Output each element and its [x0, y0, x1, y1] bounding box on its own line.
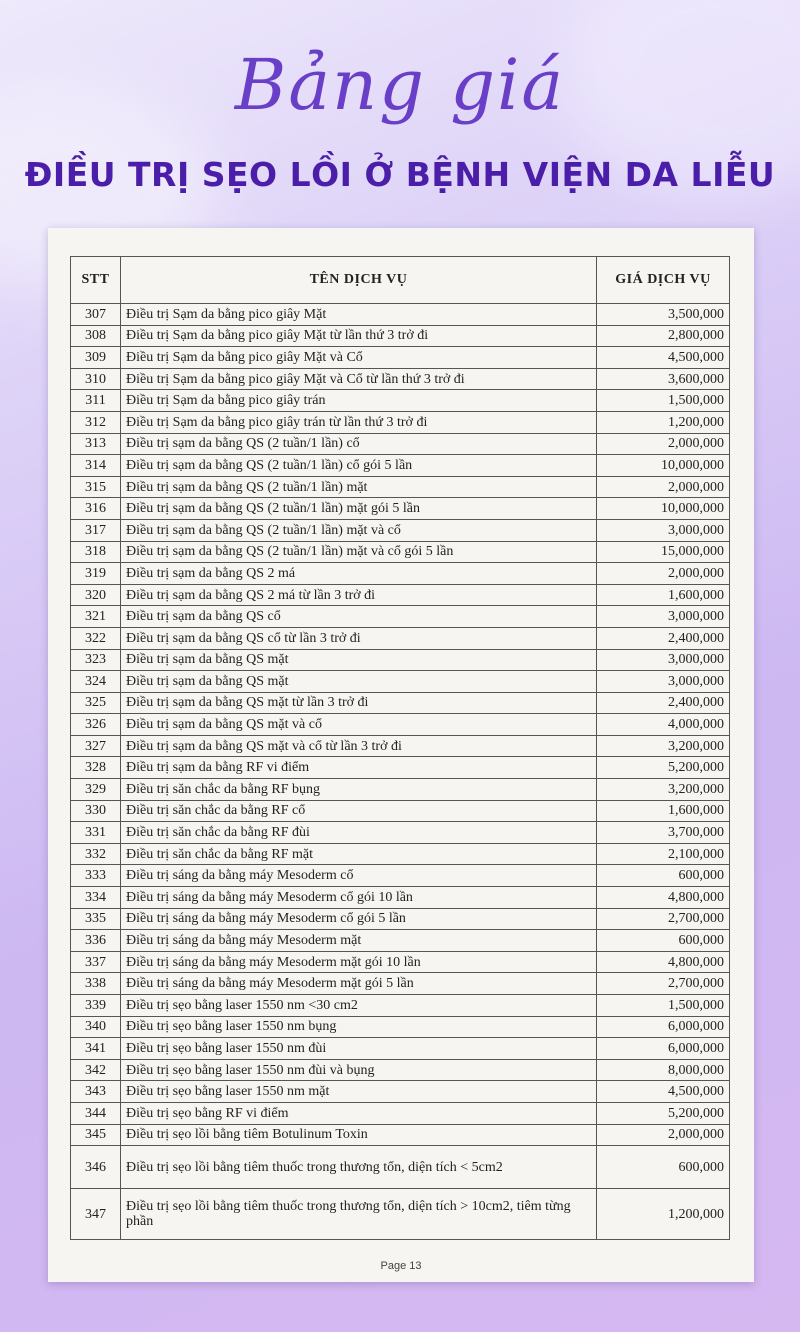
row-stt: 321 [71, 606, 121, 628]
table-row [71, 1038, 730, 1060]
row-price: 2,000,000 [597, 1124, 730, 1146]
row-service-name: Điều trị sẹo lồi bằng tiêm Botulinum Toxin [121, 1124, 597, 1146]
row-price: 6,000,000 [597, 1016, 730, 1038]
row-price: 5,200,000 [597, 757, 730, 779]
row-service-name: Điều trị sạm da bằng QS cổ từ lần 3 trở đi [121, 627, 597, 649]
table-row [71, 519, 730, 541]
row-stt: 342 [71, 1059, 121, 1081]
row-stt: 309 [71, 347, 121, 369]
row-price: 8,000,000 [597, 1059, 730, 1081]
price-list-document [48, 228, 754, 1282]
row-service-name: Điều trị sẹo bằng RF vi điểm [121, 1102, 597, 1124]
table-row [71, 908, 730, 930]
row-price: 600,000 [597, 1146, 730, 1189]
row-price: 2,800,000 [597, 325, 730, 347]
table-row [71, 1016, 730, 1038]
row-stt: 318 [71, 541, 121, 563]
table-row [71, 649, 730, 671]
row-price: 2,000,000 [597, 563, 730, 585]
row-service-name: Điều trị sẹo bằng laser 1550 nm đùi [121, 1038, 597, 1060]
row-stt: 315 [71, 476, 121, 498]
row-service-name: Điều trị sạm da bằng QS (2 tuần/1 lần) cổ [121, 433, 597, 455]
column-header-price: GIÁ DỊCH VỤ [597, 257, 730, 304]
row-price: 3,500,000 [597, 304, 730, 326]
row-price: 10,000,000 [597, 455, 730, 477]
row-price: 1,600,000 [597, 800, 730, 822]
row-price: 6,000,000 [597, 1038, 730, 1060]
row-price: 5,200,000 [597, 1102, 730, 1124]
row-stt: 343 [71, 1081, 121, 1103]
row-stt: 346 [71, 1146, 121, 1189]
table-row [71, 1059, 730, 1081]
row-price: 4,800,000 [597, 887, 730, 909]
row-service-name: Điều trị sẹo bằng laser 1550 nm đùi và bụng [121, 1059, 597, 1081]
table-row [71, 1081, 730, 1103]
row-service-name: Điều trị Sạm da bằng pico giây Mặt [121, 304, 597, 326]
row-stt: 316 [71, 498, 121, 520]
table-row [71, 563, 730, 585]
row-service-name: Điều trị sẹo bằng laser 1550 nm <30 cm2 [121, 995, 597, 1017]
row-stt: 341 [71, 1038, 121, 1060]
row-service-name: Điều trị Sạm da bằng pico giây trán [121, 390, 597, 412]
row-price: 3,000,000 [597, 649, 730, 671]
row-service-name: Điều trị Sạm da bằng pico giây trán từ lần thứ 3 trở đi [121, 411, 597, 433]
row-price: 3,700,000 [597, 822, 730, 844]
row-service-name: Điều trị sẹo bằng laser 1550 nm bụng [121, 1016, 597, 1038]
price-table [70, 256, 730, 1240]
table-row [71, 627, 730, 649]
row-service-name: Điều trị sạm da bằng QS mặt và cổ từ lần 3 trở đi [121, 735, 597, 757]
row-stt: 335 [71, 908, 121, 930]
row-price: 4,500,000 [597, 1081, 730, 1103]
table-row [71, 1189, 730, 1240]
row-price: 15,000,000 [597, 541, 730, 563]
row-service-name: Điều trị sạm da bằng RF vi điểm [121, 757, 597, 779]
row-service-name: Điều trị sạm da bằng QS 2 má từ lần 3 trở đi [121, 584, 597, 606]
row-stt: 340 [71, 1016, 121, 1038]
table-row [71, 779, 730, 801]
row-price: 3,200,000 [597, 735, 730, 757]
row-service-name: Điều trị Sạm da bằng pico giây Mặt từ lần thứ 3 trở đi [121, 325, 597, 347]
row-price: 600,000 [597, 865, 730, 887]
table-row [71, 498, 730, 520]
row-stt: 330 [71, 800, 121, 822]
row-service-name: Điều trị sạm da bằng QS (2 tuần/1 lần) mặt gói 5 lần [121, 498, 597, 520]
table-row [71, 843, 730, 865]
row-stt: 312 [71, 411, 121, 433]
table-row [71, 692, 730, 714]
table-row [71, 455, 730, 477]
row-stt: 327 [71, 735, 121, 757]
row-stt: 339 [71, 995, 121, 1017]
row-stt: 333 [71, 865, 121, 887]
row-stt: 314 [71, 455, 121, 477]
row-service-name: Điều trị sạm da bằng QS mặt [121, 649, 597, 671]
row-stt: 345 [71, 1124, 121, 1146]
row-price: 1,500,000 [597, 390, 730, 412]
row-price: 1,200,000 [597, 1189, 730, 1240]
row-service-name: Điều trị sáng da bằng máy Mesoderm mặt gói 10 lần [121, 951, 597, 973]
main-title: ĐIỀU TRỊ SẸO LỒI Ở BỆNH VIỆN DA LIỄU [24, 155, 776, 194]
row-price: 2,100,000 [597, 843, 730, 865]
table-row [71, 757, 730, 779]
row-stt: 329 [71, 779, 121, 801]
row-price: 2,000,000 [597, 476, 730, 498]
row-service-name: Điều trị sáng da bằng máy Mesoderm cổ gói 5 lần [121, 908, 597, 930]
table-row [71, 390, 730, 412]
row-stt: 323 [71, 649, 121, 671]
row-service-name: Điều trị săn chắc da bằng RF cổ [121, 800, 597, 822]
row-service-name: Điều trị sạm da bằng QS (2 tuần/1 lần) mặt và cổ [121, 519, 597, 541]
table-row [71, 800, 730, 822]
row-price: 3,000,000 [597, 606, 730, 628]
row-service-name: Điều trị sạm da bằng QS mặt [121, 671, 597, 693]
table-row [71, 995, 730, 1017]
row-stt: 313 [71, 433, 121, 455]
table-row [71, 951, 730, 973]
row-service-name: Điều trị sạm da bằng QS 2 má [121, 563, 597, 585]
row-stt: 326 [71, 714, 121, 736]
row-stt: 324 [71, 671, 121, 693]
row-price: 2,700,000 [597, 908, 730, 930]
table-row [71, 930, 730, 952]
row-price: 600,000 [597, 930, 730, 952]
row-service-name: Điều trị sạm da bằng QS (2 tuần/1 lần) mặt [121, 476, 597, 498]
table-row [71, 368, 730, 390]
table-body [71, 304, 730, 1240]
table-header-row [71, 257, 730, 304]
table-row [71, 304, 730, 326]
row-price: 2,400,000 [597, 627, 730, 649]
table-row [71, 347, 730, 369]
row-service-name: Điều trị sẹo bằng laser 1550 nm mặt [121, 1081, 597, 1103]
row-service-name: Điều trị sáng da bằng máy Mesoderm mặt gói 5 lần [121, 973, 597, 995]
row-stt: 344 [71, 1102, 121, 1124]
row-stt: 347 [71, 1189, 121, 1240]
row-stt: 310 [71, 368, 121, 390]
row-service-name: Điều trị săn chắc da bằng RF đùi [121, 822, 597, 844]
row-price: 2,000,000 [597, 433, 730, 455]
row-price: 4,000,000 [597, 714, 730, 736]
table-row [71, 606, 730, 628]
row-price: 3,600,000 [597, 368, 730, 390]
table-row [71, 822, 730, 844]
row-stt: 338 [71, 973, 121, 995]
table-row [71, 671, 730, 693]
row-stt: 311 [71, 390, 121, 412]
table-row [71, 735, 730, 757]
table-row [71, 541, 730, 563]
row-price: 3,000,000 [597, 671, 730, 693]
row-service-name: Điều trị Sạm da bằng pico giây Mặt và Cổ từ lần thứ 3 trở đi [121, 368, 597, 390]
row-price: 3,000,000 [597, 519, 730, 541]
table-row [71, 1102, 730, 1124]
row-service-name: Điều trị sẹo lồi bằng tiêm thuốc trong thương tổn, diện tích < 5cm2 [121, 1146, 597, 1189]
row-stt: 334 [71, 887, 121, 909]
row-service-name: Điều trị sạm da bằng QS mặt từ lần 3 trở đi [121, 692, 597, 714]
column-header-service: TÊN DỊCH VỤ [121, 257, 597, 304]
row-stt: 308 [71, 325, 121, 347]
row-stt: 332 [71, 843, 121, 865]
row-stt: 317 [71, 519, 121, 541]
table-row [71, 411, 730, 433]
row-stt: 320 [71, 584, 121, 606]
row-price: 3,200,000 [597, 779, 730, 801]
row-price: 10,000,000 [597, 498, 730, 520]
row-stt: 322 [71, 627, 121, 649]
row-price: 4,500,000 [597, 347, 730, 369]
row-stt: 325 [71, 692, 121, 714]
table-row [71, 887, 730, 909]
table-row [71, 714, 730, 736]
row-service-name: Điều trị sạm da bằng QS cổ [121, 606, 597, 628]
page-number: Page 13 [380, 1260, 422, 1272]
row-service-name: Điều trị sáng da bằng máy Mesoderm cổ [121, 865, 597, 887]
table-row [71, 865, 730, 887]
row-service-name: Điều trị sáng da bằng máy Mesoderm mặt [121, 930, 597, 952]
script-title: Bảng giá [234, 44, 566, 126]
row-service-name: Điều trị sạm da bằng QS (2 tuần/1 lần) cổ gói 5 lần [121, 455, 597, 477]
row-service-name: Điều trị sạm da bằng QS (2 tuần/1 lần) mặt và cổ gói 5 lần [121, 541, 597, 563]
row-service-name: Điều trị Sạm da bằng pico giây Mặt và Cổ [121, 347, 597, 369]
row-service-name: Điều trị săn chắc da bằng RF mặt [121, 843, 597, 865]
column-header-stt: STT [71, 257, 121, 304]
row-price: 4,800,000 [597, 951, 730, 973]
row-price: 1,600,000 [597, 584, 730, 606]
row-stt: 336 [71, 930, 121, 952]
table-row [71, 325, 730, 347]
row-stt: 337 [71, 951, 121, 973]
table-row [71, 1124, 730, 1146]
row-stt: 307 [71, 304, 121, 326]
table-row [71, 476, 730, 498]
table-row [71, 433, 730, 455]
row-price: 2,400,000 [597, 692, 730, 714]
table-row [71, 584, 730, 606]
row-service-name: Điều trị săn chắc da bằng RF bụng [121, 779, 597, 801]
row-service-name: Điều trị sạm da bằng QS mặt và cổ [121, 714, 597, 736]
row-stt: 331 [71, 822, 121, 844]
table-row [71, 1146, 730, 1189]
row-price: 1,500,000 [597, 995, 730, 1017]
row-service-name: Điều trị sẹo lồi bằng tiêm thuốc trong thương tổn, diện tích > 10cm2, tiêm từng phần [121, 1189, 597, 1240]
row-service-name: Điều trị sáng da bằng máy Mesoderm cổ gói 10 lần [121, 887, 597, 909]
row-price: 2,700,000 [597, 973, 730, 995]
row-stt: 328 [71, 757, 121, 779]
row-stt: 319 [71, 563, 121, 585]
row-price: 1,200,000 [597, 411, 730, 433]
table-row [71, 973, 730, 995]
